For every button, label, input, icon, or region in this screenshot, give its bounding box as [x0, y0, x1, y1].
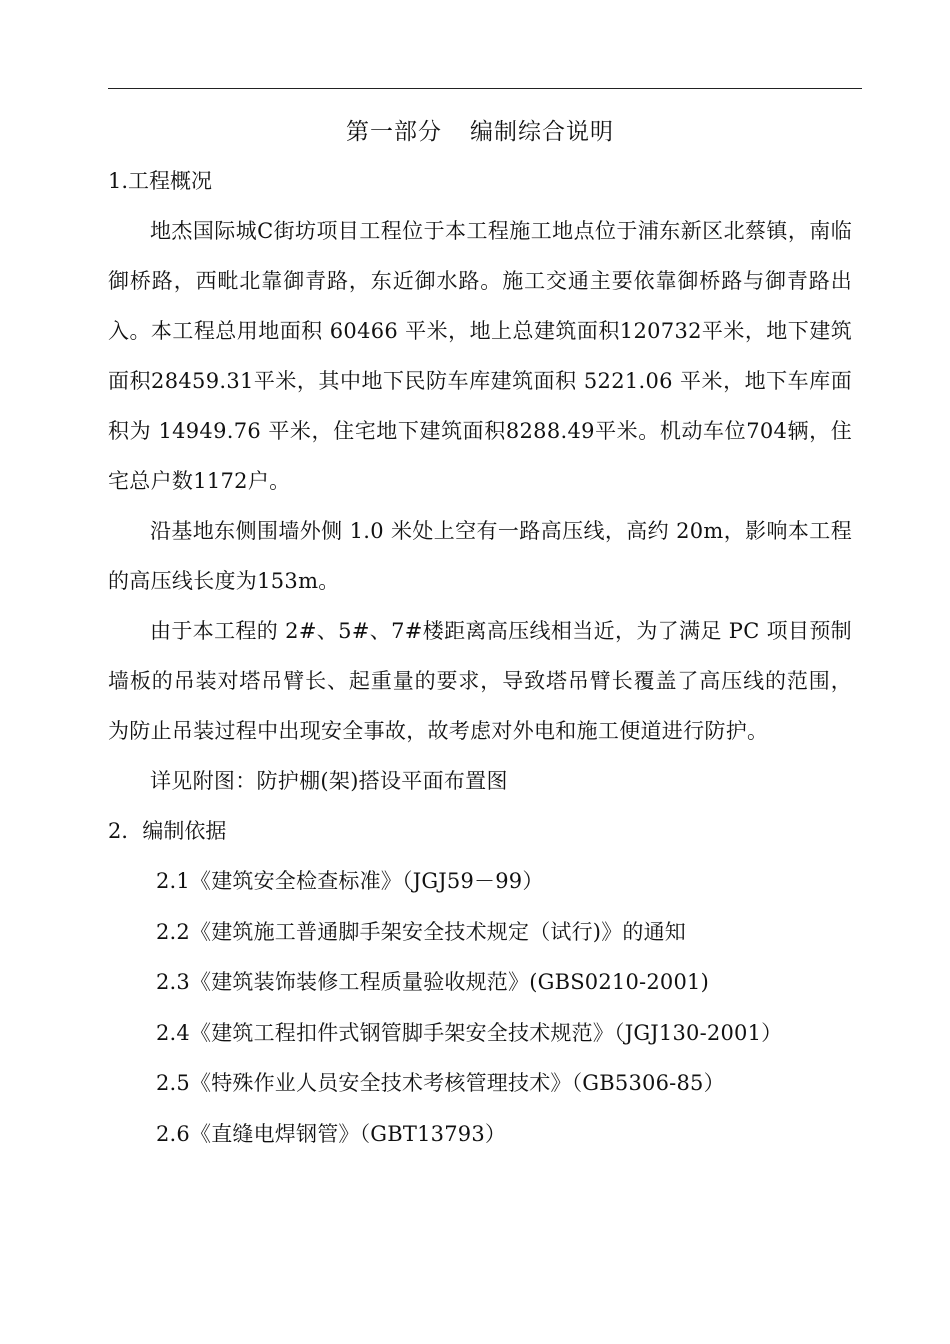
reference-item: 2.6《直缝电焊钢管》（GBT13793） [156, 1121, 507, 1146]
section-heading-basis: 2．编制依据 [108, 819, 227, 843]
document-body [108, 108, 852, 1159]
reference-item: 2.1《建筑安全检查标准》（JGJ59－99） [156, 869, 544, 893]
overview-paragraph-2: 沿基地东侧围墙外侧 1.0 米处上空有一路高压线，高约 20m，影响本工程的高压线长度为153m。 [108, 519, 852, 593]
reference-item: 2.3《建筑装饰装修工程质量验收规范》(GBS0210-2001) [156, 970, 709, 994]
overview-paragraph-4: 详见附图：防护棚(架)搭设平面布置图 [150, 769, 508, 793]
header-rule [108, 88, 862, 89]
reference-item: 2.5《特殊作业人员安全技术考核管理技术》（GB5306-85） [156, 1071, 725, 1095]
title-name: 编制综合说明 [470, 119, 614, 145]
reference-item: 2.4《建筑工程扣件式钢管脚手架安全技术规范》（JGJ130-2001） [156, 1020, 783, 1045]
overview-paragraph-1: 地杰国际城C街坊项目工程位于本工程施工地点位于浦东新区北蔡镇，南临御桥路，西毗北靠御青路，东近御水路。施工交通主要依靠御桥路与御青路出入。本工程总用地面积 60466 平米，地上总建筑面积120732平米，地下建筑面积28459.31平米，其中地下民防车库建筑面积 5221.06 平米，地下车库面积为 14949.76 平米，住宅地下建筑面积8288.49平米。机动车位704辆，住宅总户数1172户。 [108, 219, 852, 493]
section-heading-overview: 1.工程概况 [108, 169, 213, 193]
overview-paragraph-3: 由于本工程的 2#、5#、7#楼距离高压线相当近，为了满足 PC 项目预制墙板的吊装对塔吊臂长、起重量的要求，导致塔吊臂长覆盖了高压线的范围，为防止吊装过程中出现安全事故，故考虑对外电和施工便道进行防护。 [108, 619, 852, 743]
page-title [108, 108, 852, 156]
reference-item: 2.2《建筑施工普通脚手架安全技术规定（试行)》的通知 [156, 919, 686, 944]
title-part: 第一部分 [346, 119, 442, 145]
